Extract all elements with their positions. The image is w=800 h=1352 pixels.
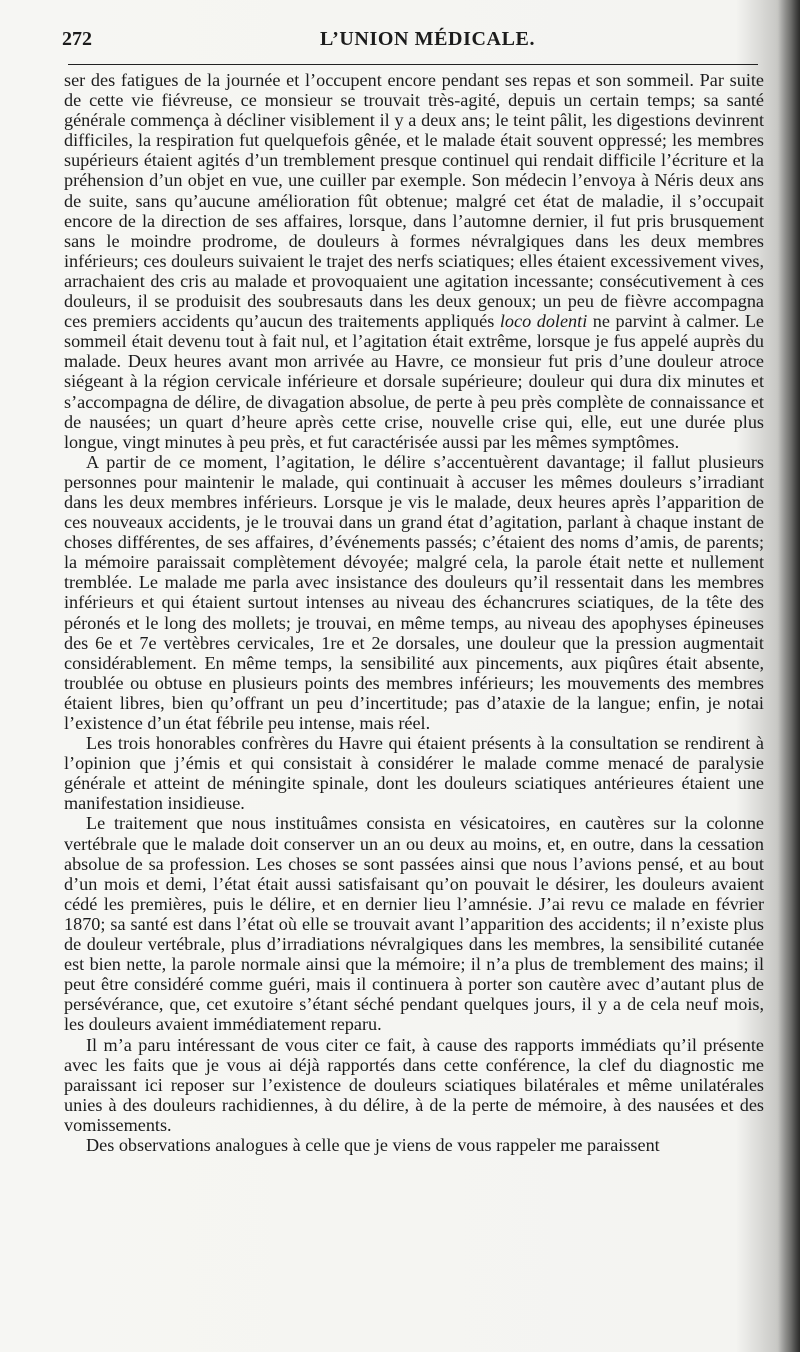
body-text	[64, 70, 764, 1155]
italic-phrase: loco dolenti	[499, 311, 588, 332]
paragraph: A partir de ce moment, l’agitation, le délire s’accentuèrent davantage; il fallut plusieurs personnes pour maintenir le malade, qui continuait à accuser les mêmes douleurs s’irradiant dans les deux membres inférieurs. Lorsque je vis le malade, deux heures après l’apparition de ces nouveaux accidents, je le trouvai dans un grand état d’agitation, parlant à chaque instant de choses différentes, de ses affaires, d’événements passés; c’étaient des noms d’amis, de parents; la mémoire paraissait complètement dévoyée; malgré cela, la parole était nette et nullement tremblée. Le malade me parla avec insistance des douleurs qu’il ressentait dans les membres inférieurs et qui étaient surtout intenses au niveau des échancrures sciatiques, de la tête des péronés et le long des mollets; je trouvai, en même temps, au niveau des apophyses épineuses des 6e et 7e vertèbres cervicales, 1re et 2e dorsales, une douleur que la pression augmentait considérablement. En même temps, la sensibilité aux pincements, aux piqûres était absente, troublée ou obtuse en plusieurs points des membres inférieurs; les mouvements des membres étaient libres, bien qu’offrant un peu d’incertitude; pas d’ataxie de la langue; enfin, je notai l’existence d’un état fébrile peu intense, mais réel.	[64, 451, 764, 733]
paragraph-text: ne parvint à calmer. Le sommeil était devenu tout à fait nul, et l’agitation était extrême, lorsque je fus appelé auprès du malade. Deux heures avant mon arrivée au Havre, ce monsieur fut pris d’une douleur atroce siégeant à la région cervicale inférieure et dorsale supérieure; douleur qui dura dix minutes et s’accompagna de délire, de divagation absolue, de perte à peu près complète de connaissance et de nausées; un quart d’heure après cette crise, nouvelle crise qui, elle, eut une durée plus longue, vingt minutes à peu près, et fut caractérisée aussi par les mêmes symptômes.	[64, 311, 764, 452]
paragraph: Il m’a paru intéressant de vous citer ce fait, à cause des rapports immédiats qu’il présente avec les faits que je vous ai déjà rapportés dans cette conférence, la clef du diagnostic me paraissant ici reposer sur l’existence de douleurs sciatiques bilatérales et même unilatérales unies à des douleurs rachidiennes, à du délire, à de la perte de mémoire, à des nausées et des vomissements.	[64, 1034, 764, 1135]
page-header	[62, 24, 762, 54]
paragraph	[64, 70, 764, 452]
page-number: 272	[62, 28, 92, 50]
page-edge-shadow	[778, 0, 800, 1352]
paragraph: Le traitement que nous instituâmes consista en vésicatoires, en cautères sur la colonne vertébrale que le malade doit conserver un an ou deux au moins, et, en outre, dans la cessation absolue de sa profession. Les choses se sont passées ainsi que nous l’avions pensé, et au bout d’un mois et demi, l’état était aussi satisfaisant qu’on pouvait le désirer, les douleurs avaient cédé les premières, puis le délire, et en dernier lieu l’amnésie. J’ai revu ce malade en février 1870; sa santé est dans l’état où elle se trouvait avant l’apparition des accidents; il n’existe plus de douleur vertébrale, plus d’irradiations névralgiques dans les membres, la sensibilité cutanée est bien nette, la parole normale ainsi que la mémoire; il n’a plus de tremblement des mains; il peut être considéré comme guéri, mais il continuera à porter son cautère avec d’autant plus de persévérance, que, cet exutoire s’étant séché pendant quelques jours, il y a de cela neuf mois, les douleurs avaient immédiatement reparu.	[64, 813, 764, 1035]
header-rule	[68, 64, 758, 65]
running-title: L’UNION MÉDICALE.	[320, 28, 536, 50]
paragraph: Des observations analogues à celle que je viens de vous rappeler me paraissent	[86, 1134, 660, 1155]
paragraph: Les trois honorables confrères du Havre qui étaient présents à la consultation se rendirent à l’opinion que j’émis et qui consistait à considérer le malade comme menacé de paralysie générale et atteint de méningite spinale, dont les douleurs sciatiques antérieures étaient une manifestation insidieuse.	[64, 733, 764, 814]
paragraph-text: ser des fatigues de la journée et l’occupent encore pendant ses repas et son sommeil. Par suite de cette vie fiévreuse, ce monsieur se trouvait très-agité, depuis un certain temps; sa santé générale commença à décliner visiblement il y a deux ans; le teint pâlit, les digestions devinrent difficiles, la respiration fut quelquefois gênée, et le malade était souvent oppressé; les membres supérieurs étaient agités d’un tremblement presque continuel qui rendait difficile l’écriture et la préhension d’un objet en vue, une cuiller par exemple. Son médecin l’envoya à Néris deux ans de suite, sans qu’aucune amélioration fût obtenue; malgré cet état de maladie, il s’occupait encore de la direction de ses affaires, lorsque, dans l’automne dernier, il fut pris brusquement sans le moindre prodrome, de douleurs à formes névralgiques dans les deux membres inférieurs; ces douleurs suivaient le trajet des nerfs sciatiques; elles étaient excessivement vives, arrachaient des cris au malade et provoquaient une agitation incessante; consécutivement à ces douleurs, il se produisit des soubresauts dans les deux genoux; un peu de fièvre accompagna ces premiers accidents qu’aucun des traitements appliqués	[64, 70, 764, 332]
